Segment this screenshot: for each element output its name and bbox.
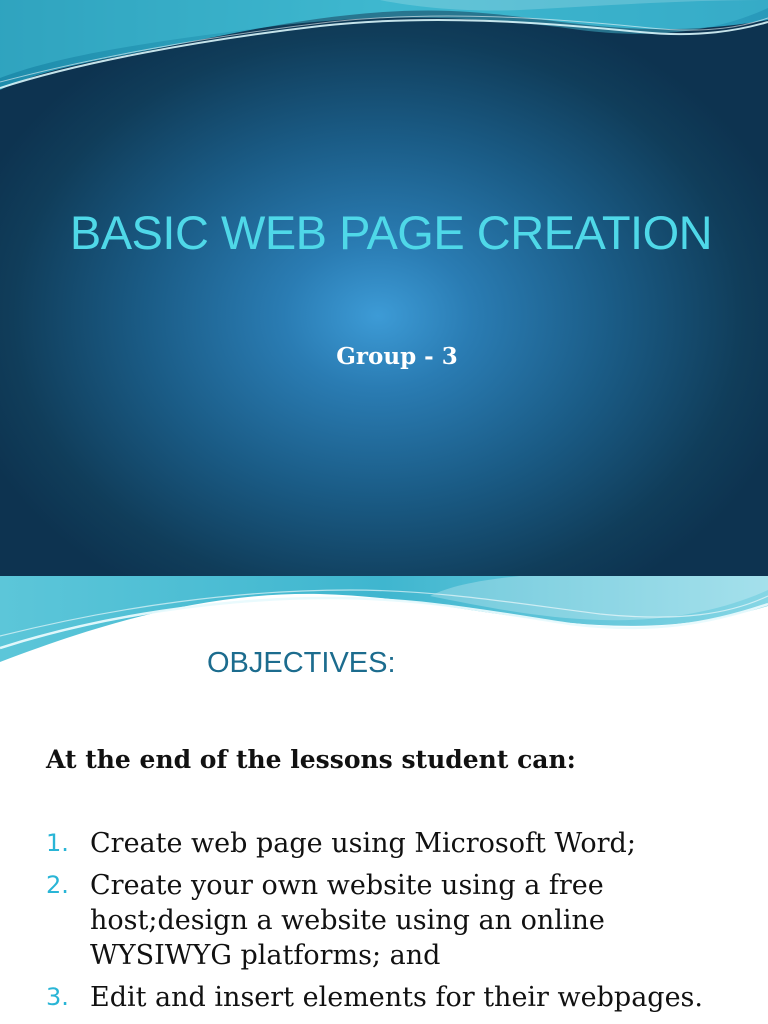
list-item-text: Edit and insert elements for their webpages. <box>90 982 703 1013</box>
objectives-slide <box>0 576 768 1024</box>
list-item-text: Create web page using Microsoft Word; <box>90 828 636 859</box>
decorative-wave-top <box>0 0 768 110</box>
list-number: 3. <box>46 983 69 1011</box>
slide-subtitle: Group - 3 <box>336 343 458 370</box>
list-item-text: Create your own website using a free host;design a website using an online WYSIWYG platforms; and <box>90 870 605 971</box>
list-number: 2. <box>46 871 69 899</box>
list-item <box>46 826 746 861</box>
slide-title: BASIC WEB PAGE CREATION <box>69 206 713 259</box>
list-number: 1. <box>46 829 69 857</box>
objectives-intro: At the end of the lessons student can: <box>46 745 576 774</box>
objectives-heading: OBJECTIVES: <box>207 647 396 679</box>
list-item <box>46 868 746 973</box>
list-item <box>46 980 746 1015</box>
objectives-list <box>46 826 746 1022</box>
